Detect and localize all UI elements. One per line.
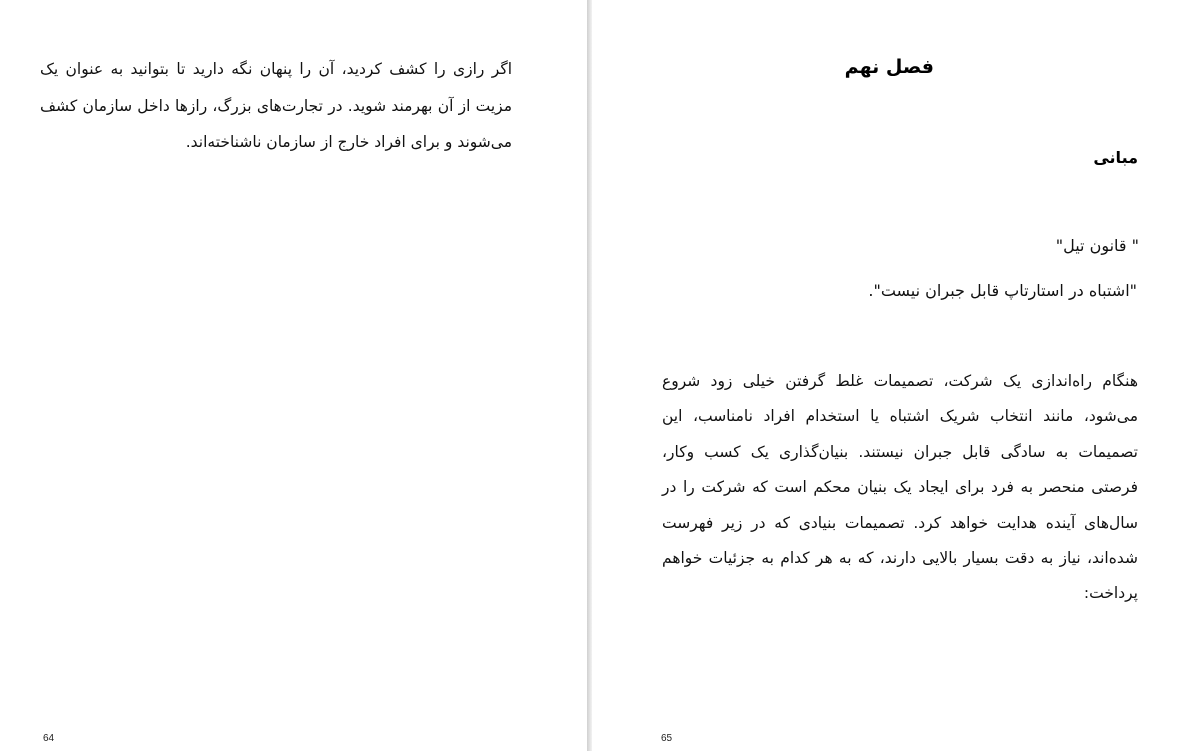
right-page — [592, 0, 1180, 751]
right-page-number: 65 — [661, 733, 673, 744]
left-page-number: 64 — [43, 733, 55, 744]
section-title: مبانی — [1093, 148, 1138, 167]
law-quote: "اشتباه در استارتاپ قابل جبران نیست". — [868, 281, 1137, 300]
law-name: " قانون تیل" — [1055, 236, 1139, 255]
left-page-paragraph: اگر رازی را کشف کردید، آن را پنهان نگه دارید تا بتوانید به عنوان یک مزیت از آن بهرمند شوید. در تجارت‌های بزرگ، رازها داخل سازمان کشف می‌شوند و برای افراد خارج از سازمان ناشناخته‌اند. — [40, 60, 512, 151]
left-page — [0, 0, 587, 751]
right-page-body-paragraph: هنگام راه‌اندازی یک شرکت، تصمیمات غلط گرفتن خیلی زود شروع می‌شود، مانند انتخاب شریک اشتباه یا استخدام افراد نامناسب، این تصمیمات به سادگی قابل جبران نیستند. بنیان‌گذاری یک کسب وکار، فرصتی منحصر به فرد برای ایجاد یک بنیان محکم است که شرکت را در سال‌های آینده هدایت خواهد کرد. تصمیمات بنیادی که در زیر فهرست شده‌اند، نیاز به دقت بسیار بالایی دارند، که به هر کدام به جزئیات خواهم پرداخت: — [662, 372, 1138, 603]
chapter-title: فصل نهم — [844, 56, 934, 78]
